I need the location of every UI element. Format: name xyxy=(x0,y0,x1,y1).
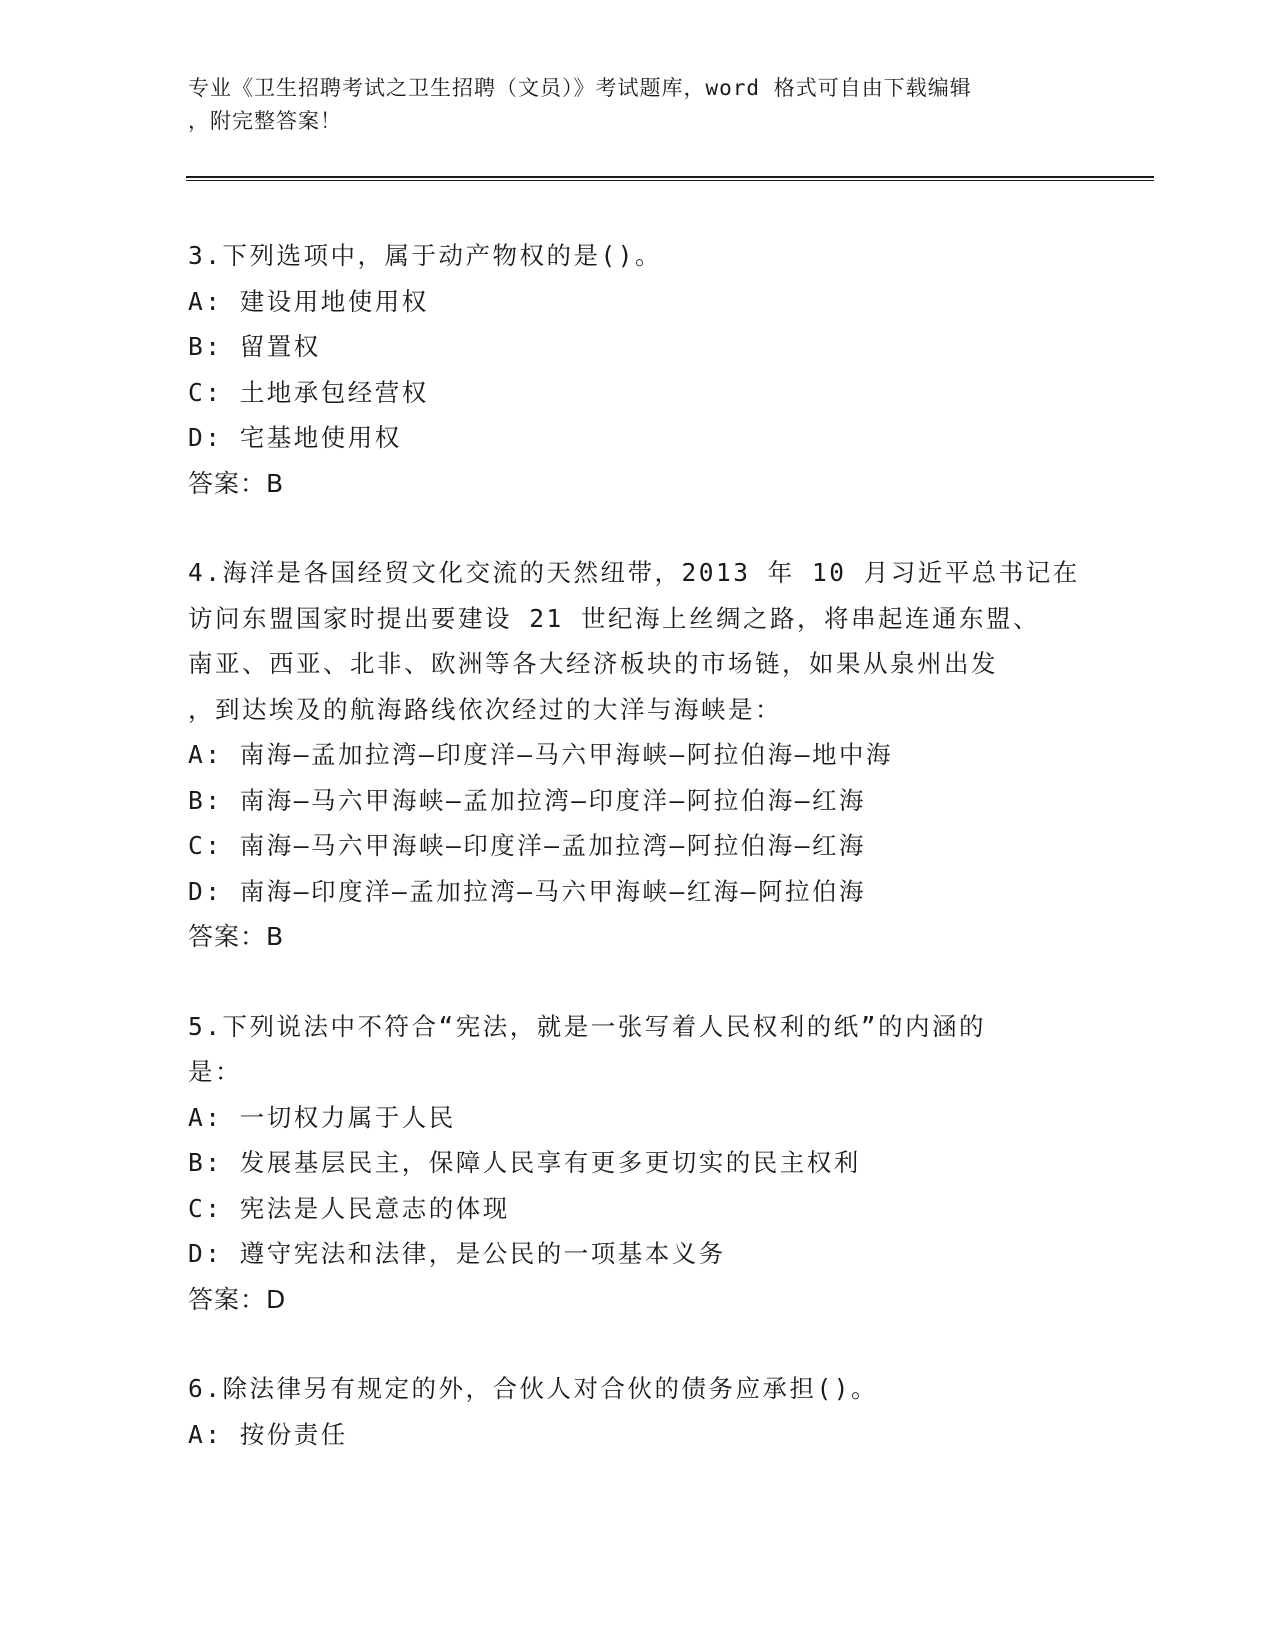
header-line-1: 专业《卫生招聘考试之卫生招聘（文员）》考试题库，word 格式可自由下载编辑 xyxy=(188,76,972,100)
header-line-2: ，附完整答案！ xyxy=(188,109,342,133)
option-a: A: 建设用地使用权 xyxy=(188,286,429,316)
question-spacer xyxy=(188,960,1108,1004)
question-text: 5.下列说法中不符合“宪法，就是一张写着人民权利的纸”的内涵的 xyxy=(188,1011,986,1041)
option-a: A: 按份责任 xyxy=(188,1419,348,1449)
document-header xyxy=(188,72,1088,138)
option-d: D: 遵守宪法和法律，是公民的一项基本义务 xyxy=(188,1239,726,1268)
answer-label: 答案：B xyxy=(188,922,285,951)
question-6 xyxy=(188,1366,1108,1457)
option-c: C: 宪法是人民意志的体现 xyxy=(188,1193,510,1223)
answer-label: 答案：B xyxy=(188,468,285,498)
question-list xyxy=(188,233,1108,1457)
question-4 xyxy=(188,550,1108,960)
option-b: B: 南海—马六甲海峡—孟加拉湾—印度洋—阿拉伯海—红海 xyxy=(188,785,866,815)
answer-label: 答案：D xyxy=(188,1284,287,1314)
question-spacer xyxy=(188,1322,1108,1366)
question-text: 访问东盟国家时提出要建设 21 世纪海上丝绸之路，将串起连通东盟、 xyxy=(188,603,1040,633)
option-c: C: 土地承包经营权 xyxy=(188,377,429,407)
option-a: A: 一切权力属于人民 xyxy=(188,1102,456,1132)
option-d: D: 宅基地使用权 xyxy=(188,423,402,452)
question-text: 南亚、西亚、北非、欧洲等各大经济板块的市场链，如果从泉州出发 xyxy=(188,649,998,678)
question-3 xyxy=(188,233,1108,506)
question-text: 3.下列选项中，属于动产物权的是()。 xyxy=(188,241,662,270)
option-d: D: 南海—印度洋—孟加拉湾—马六甲海峡—红海—阿拉伯海 xyxy=(188,876,866,906)
header-divider-thin xyxy=(186,180,1154,181)
header-divider xyxy=(186,176,1154,178)
question-text: ，到达埃及的航海路线依次经过的大洋与海峡是： xyxy=(188,694,782,724)
question-text: 是： xyxy=(188,1057,242,1086)
option-b: B: 留置权 xyxy=(188,332,321,361)
option-b: B: 发展基层民主，保障人民享有更多更切实的民主权利 xyxy=(188,1148,861,1177)
option-a: A: 南海—孟加拉湾—印度洋—马六甲海峡—阿拉伯海—地中海 xyxy=(188,740,893,769)
question-5 xyxy=(188,1004,1108,1323)
option-c: C: 南海—马六甲海峡—印度洋—孟加拉湾—阿拉伯海—红海 xyxy=(188,831,866,860)
question-text: 4.海洋是各国经贸文化交流的天然纽带，2013 年 10 月习近平总书记在 xyxy=(188,558,1080,587)
question-text: 6.除法律另有规定的外，合伙人对合伙的债务应承担()。 xyxy=(188,1374,878,1403)
question-spacer xyxy=(188,506,1108,550)
